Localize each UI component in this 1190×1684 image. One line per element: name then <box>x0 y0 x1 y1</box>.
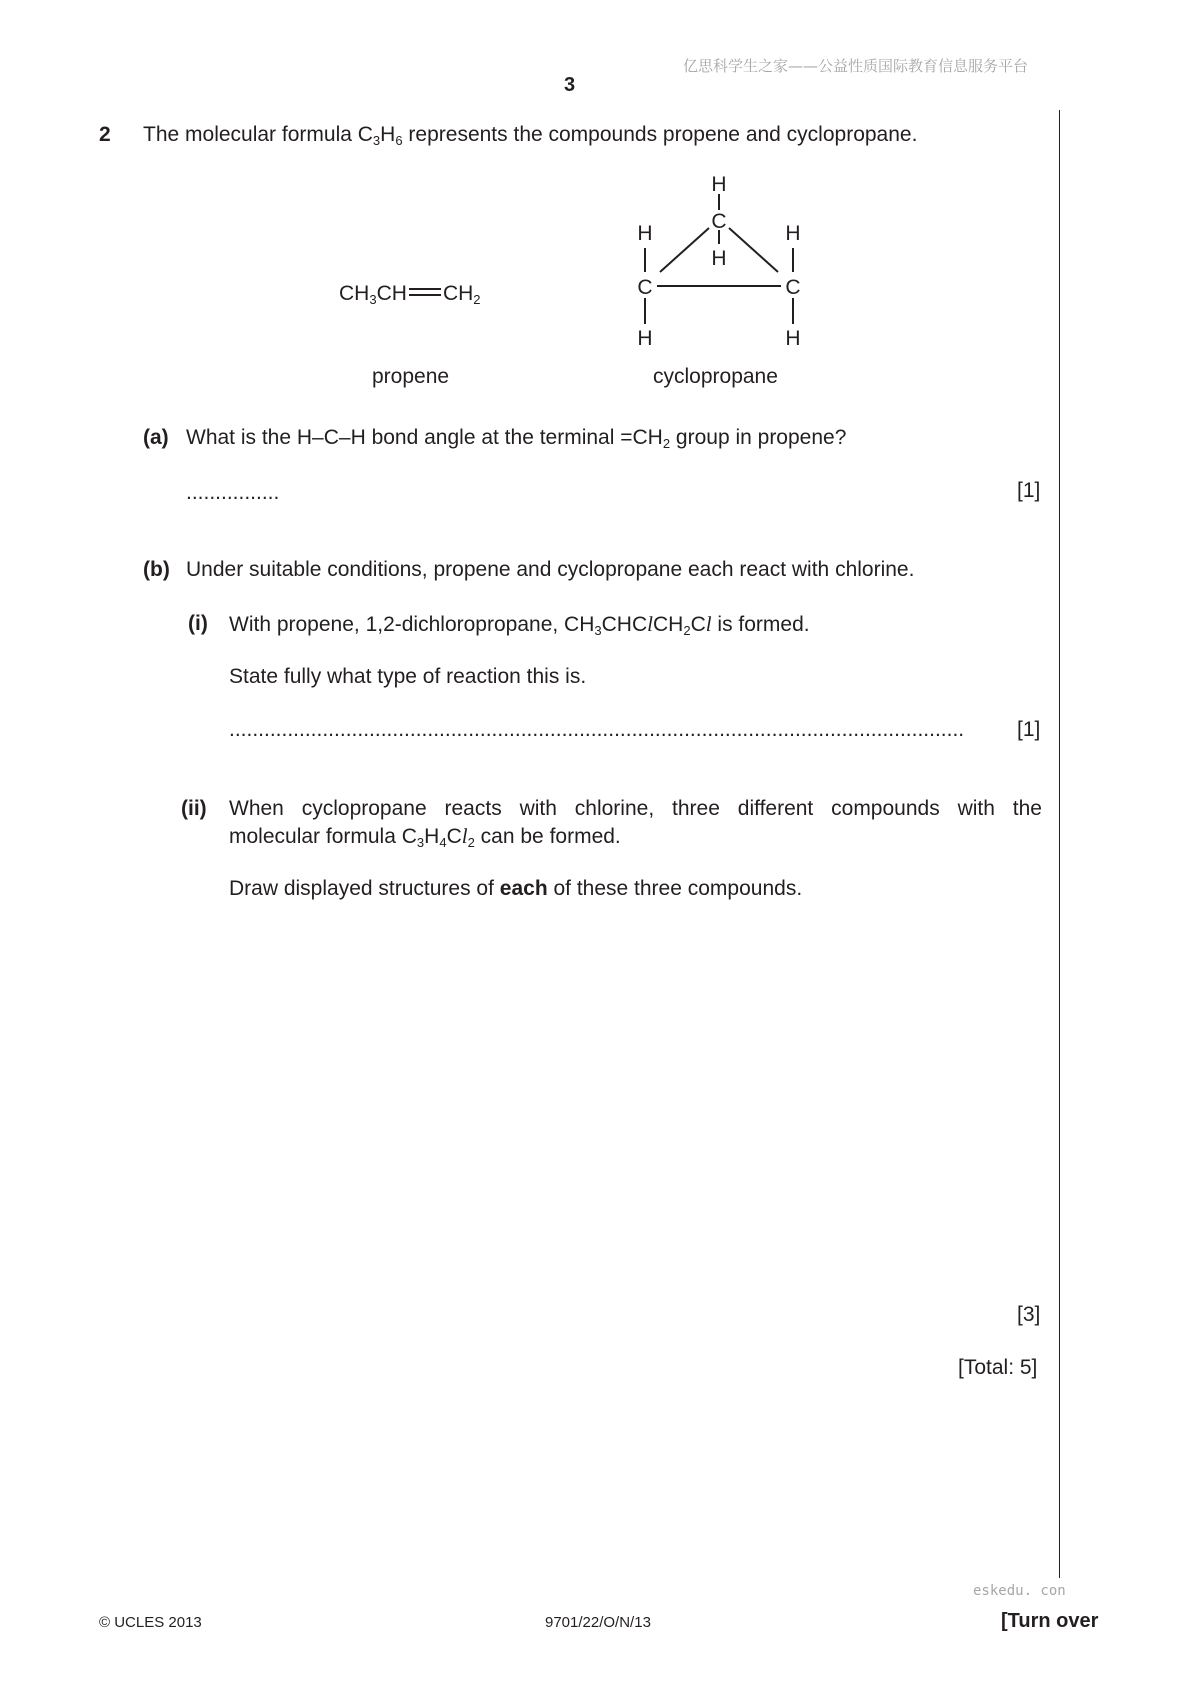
part-a-mark: [1] <box>1017 479 1041 502</box>
atom-c: C <box>711 210 727 233</box>
atom-h: H <box>785 222 801 245</box>
question-intro: The molecular formula $C_3H_6$ represents the compounds propene and cyclopropane. <box>143 123 918 148</box>
part-b-ii-mark: [3] <box>1017 1303 1041 1326</box>
part-b-label: (b) <box>143 558 170 581</box>
atom-h: H <box>637 327 653 350</box>
part-b-i-mark: [1] <box>1017 718 1041 741</box>
part-a-question: What is the H–C–H bond angle at the terminal $=CH_2$ group in propene? <box>186 426 847 451</box>
propene-label: propene <box>372 365 450 388</box>
part-a-answer-line[interactable]: ................ <box>186 481 280 504</box>
cyclopropane-label: cyclopropane <box>653 365 778 388</box>
part-b-ii-line3: Draw displayed structures of each of these three compounds. <box>229 877 803 900</box>
part-b-i-answer-line[interactable]: .............................................................................................................................. <box>229 718 965 741</box>
page-number: 3 <box>564 74 576 96</box>
part-b-i-label: (i) <box>188 612 208 635</box>
copyright: © UCLES 2013 <box>99 1614 202 1631</box>
margin-rule <box>1059 110 1060 1578</box>
double-bond <box>409 288 441 296</box>
cyclopropane-structure <box>620 168 820 353</box>
header-watermark: 亿思科学生之家——公益性质国际教育信息服务平台 <box>683 57 1029 75</box>
part-b-text: Under suitable conditions, propene and cyclopropane each react with chlorine. <box>186 558 915 581</box>
part-b-ii-line2: molecular formula $C_3H_4Cl_2$ can be formed. <box>229 824 621 850</box>
paper-code: 9701/22/O/N/13 <box>545 1614 651 1631</box>
drawing-answer-area[interactable] <box>229 910 1039 1290</box>
part-b-i-line1: With propene, 1,2-dichloropropane, $CH_3CHClCH_2Cl$ is formed. <box>229 612 810 638</box>
part-b-ii-line1: When cyclopropane reacts with chlorine, three different compounds with the <box>229 797 1042 820</box>
atom-h: H <box>785 327 801 350</box>
atom-h: H <box>711 173 727 196</box>
atom-c: C <box>785 276 801 299</box>
atom-c: C <box>637 276 653 299</box>
atom-h: H <box>637 222 653 245</box>
bond-ring-left <box>660 228 709 272</box>
footer-watermark: eskedu. con <box>973 1583 1066 1599</box>
atom-h: H <box>711 247 727 270</box>
turn-over: [Turn over <box>1001 1610 1099 1632</box>
part-b-i-line2: State fully what type of reaction this is. <box>229 665 587 688</box>
total-mark: [Total: 5] <box>958 1356 1038 1379</box>
part-a-label: (a) <box>143 426 169 449</box>
bond-ring-right <box>729 228 778 272</box>
propene-formula: $CH_3CH$ $CH_2$ <box>339 282 481 307</box>
question-number: 2 <box>99 123 111 146</box>
part-b-ii-label: (ii) <box>181 797 207 820</box>
